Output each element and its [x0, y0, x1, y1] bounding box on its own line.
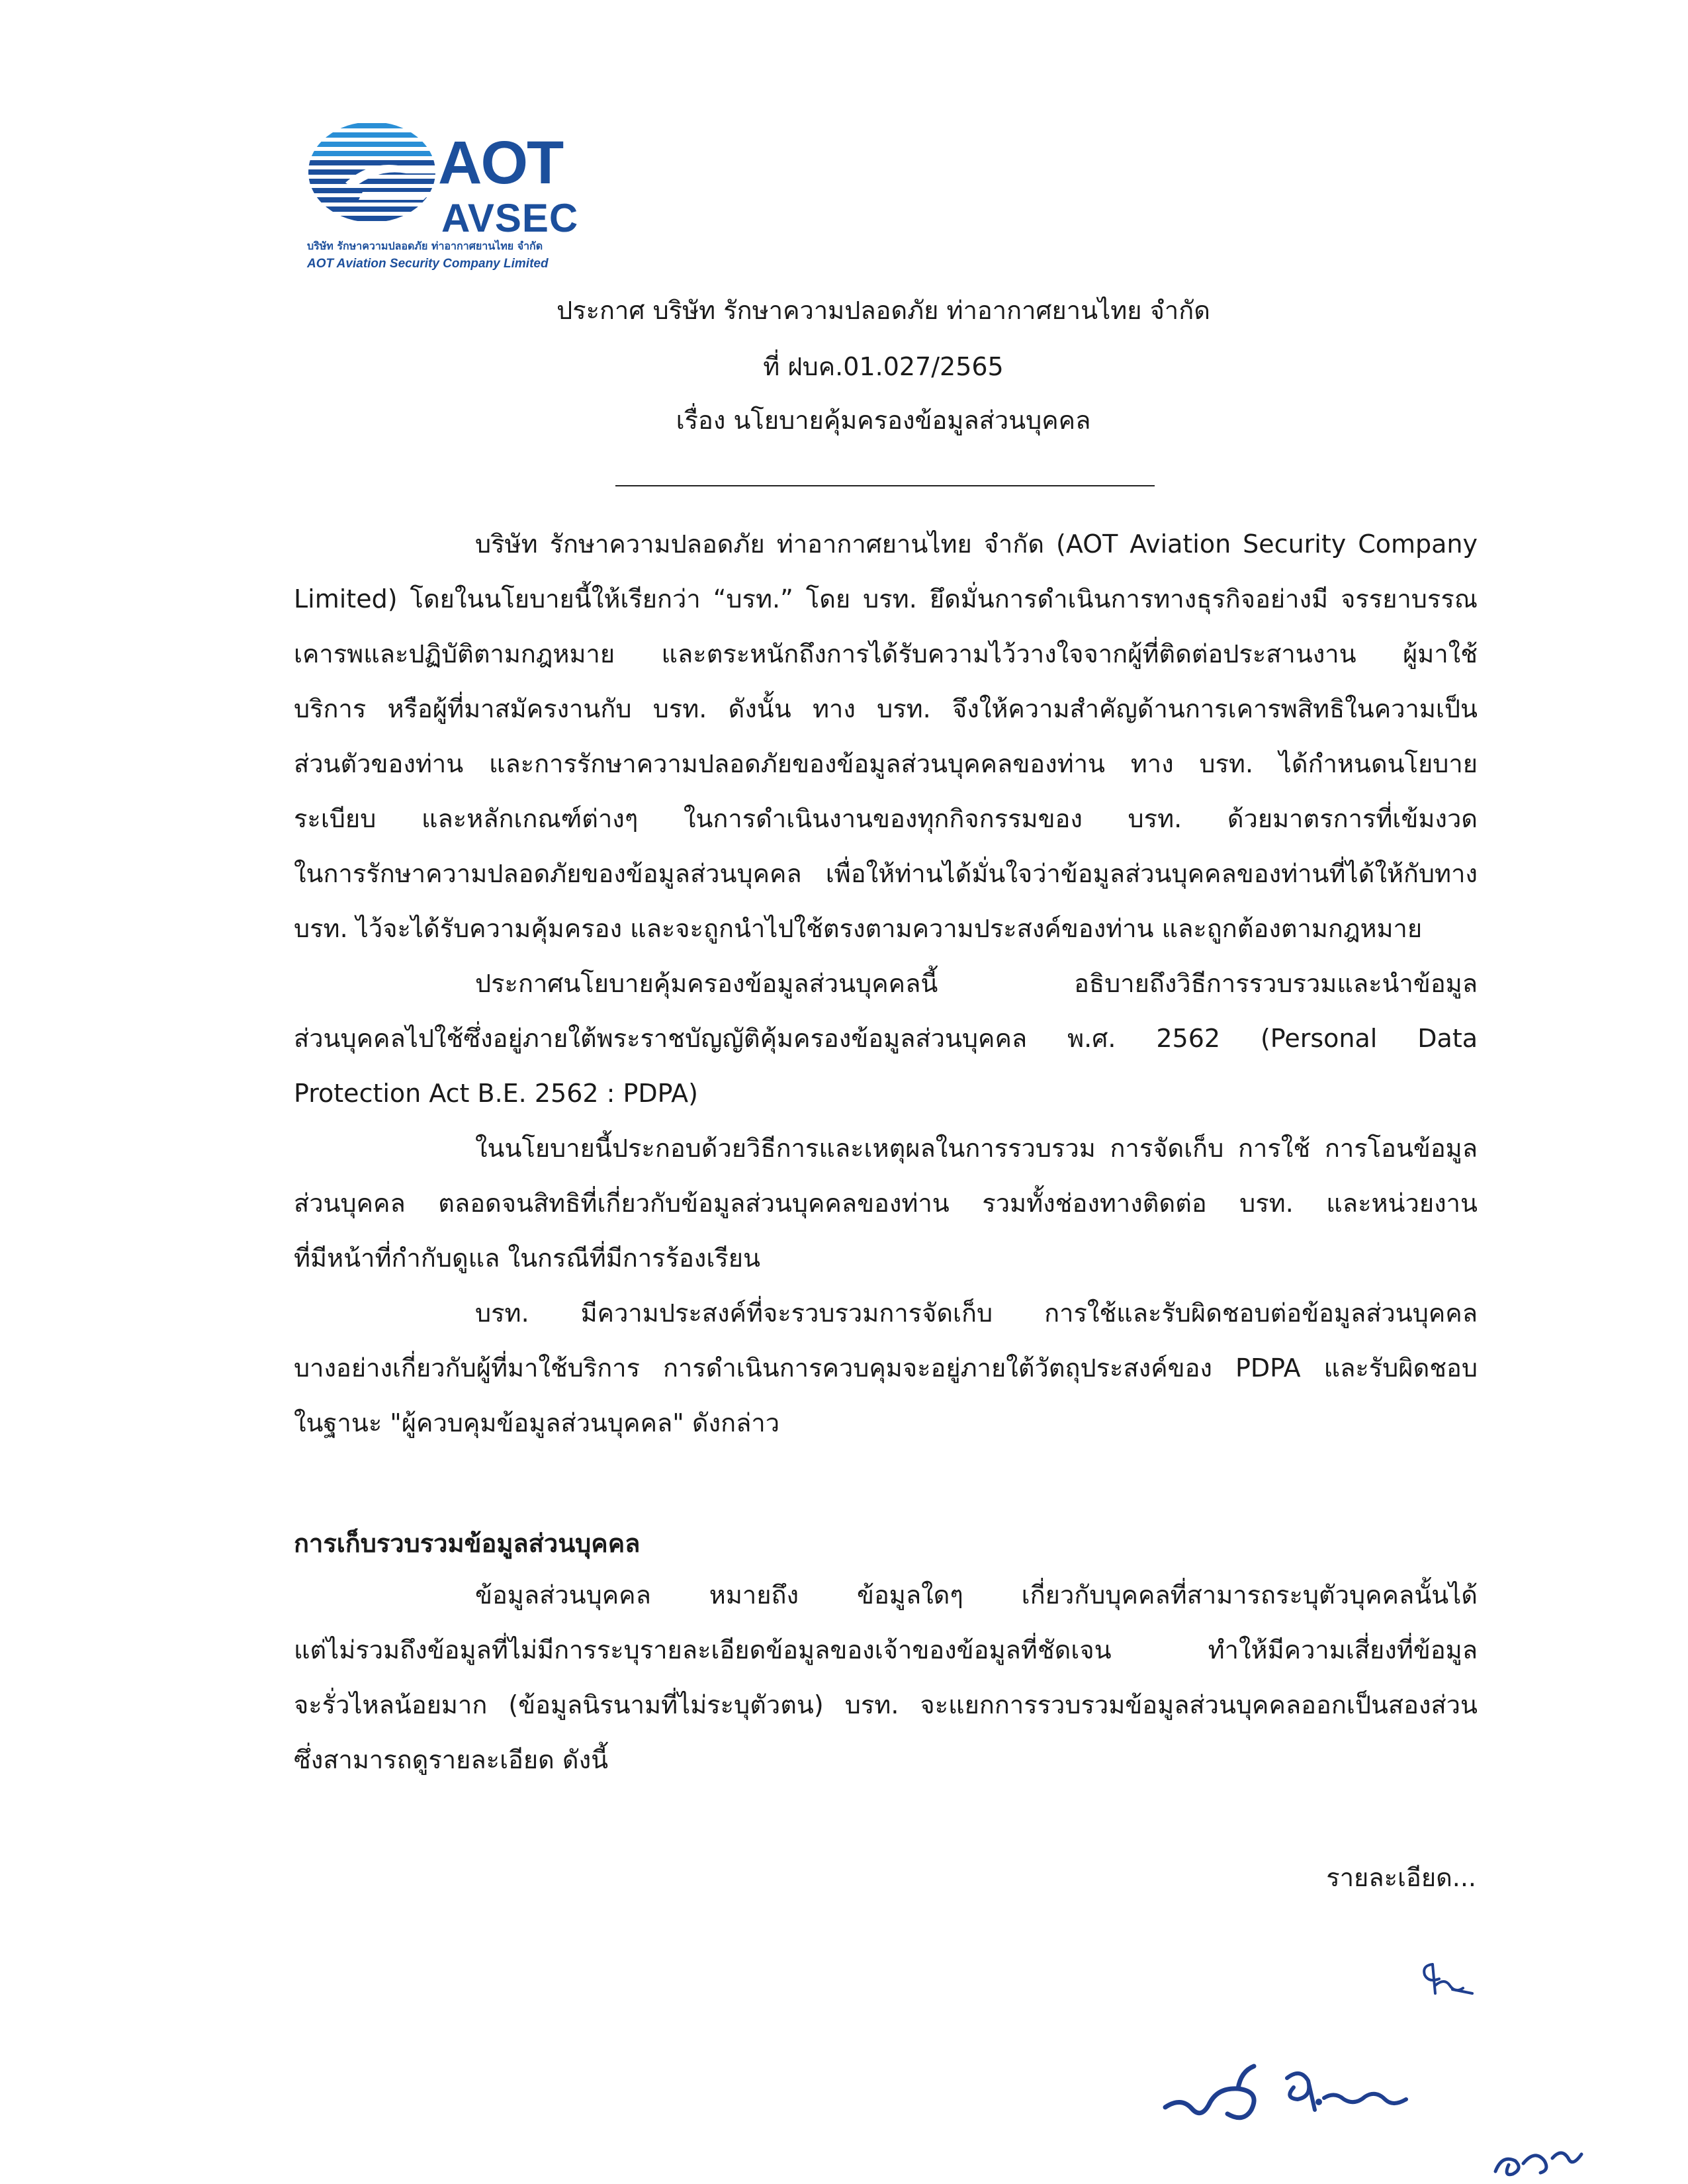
paragraph-3-line: ส่วนบุคคล ตลอดจนสิทธิที่เกี่ยวกับข้อมูลส่วนบุคคลของท่าน รวมทั้งช่องทางติดต่อ บรท. และหน่วยงาน — [294, 1189, 1478, 1218]
paragraph-2-line: ส่วนบุคคลไปใช้ซึ่งอยู่ภายใต้พระราชบัญญัติคุ้มครองข้อมูลส่วนบุคคล พ.ศ. 2562 (Personal Data — [294, 1024, 1478, 1053]
announcement-subject: เรื่อง นโยบายคุ้มครองข้อมูลส่วนบุคคล — [676, 406, 1091, 435]
paragraph-4-line: บางอย่างเกี่ยวกับผู้ที่มาใช้บริการ การดำเนินการควบคุมจะอยู่ภายใต้วัตถุประสงค์ของ PDPA และรับผิดชอบ — [294, 1353, 1478, 1383]
section-paragraph-line: แต่ไม่รวมถึงข้อมูลที่ไม่มีการระบุรายละเอียดข้อมูลของเจ้าของข้อมูลที่ชัดเจน ทำให้มีความเสี่ยงที่ข้อมูล — [294, 1635, 1478, 1664]
heading-divider — [615, 485, 1155, 486]
paragraph-4-line: บรท. มีความประสงค์ที่จะรวบรวมการจัดเก็บ การใช้และรับผิดชอบต่อข้อมูลส่วนบุคคล — [475, 1298, 1478, 1328]
company-logo — [306, 119, 597, 281]
section-title: การเก็บรวบรวมข้อมูลส่วนบุคคล — [294, 1529, 641, 1558]
paragraph-1-line: บริษัท รักษาความปลอดภัย ท่าอากาศยานไทย จำกัด (AOT Aviation Security Company — [475, 529, 1478, 559]
paragraph-2-line: Protection Act B.E. 2562 : PDPA) — [294, 1079, 698, 1108]
announcement-title: ประกาศ บริษัท รักษาความปลอดภัย ท่าอากาศยานไทย จำกัด — [556, 296, 1210, 325]
section-paragraph-line: ซึ่งสามารถดูรายละเอียด ดังนี้ — [294, 1745, 609, 1774]
aot-emblem-icon — [306, 119, 438, 232]
continued-marker: รายละเอียด... — [1326, 1863, 1476, 1892]
announcement-number: ที่ ฝบค.01.027/2565 — [763, 352, 1004, 381]
logo-english-company-name: AOT Aviation Security Company Limited — [307, 257, 549, 271]
paragraph-1-line: เคารพและปฏิบัติตามกฎหมาย และตระหนักถึงการได้รับความไว้วางใจจากผู้ที่ติดต่อประสานงาน ผู้มาใช้ — [294, 639, 1478, 668]
main-signature-icon — [1161, 2058, 1413, 2131]
paragraph-2-line: ประกาศนโยบายคุ้มครองข้อมูลส่วนบุคคลนี้ อธิบายถึงวิธีการรวบรวมและนำข้อมูล — [475, 969, 1478, 998]
section-paragraph-line: จะรั่วไหลน้อยมาก (ข้อมูลนิรนามที่ไม่ระบุตัวตน) บรท. จะแยกการรวบรวมข้อมูลส่วนบุคคลออกเป็นสองส่วน — [294, 1690, 1478, 1719]
paragraph-4-line: ในฐานะ "ผู้ควบคุมข้อมูลส่วนบุคคล" ดังกล่าว — [294, 1408, 780, 1437]
paragraph-1-line: ส่วนตัวของท่าน และการรักษาความปลอดภัยของข้อมูลส่วนบุคคลของท่าน ทาง บรท. ได้กำหนดนโยบาย — [294, 749, 1478, 778]
corner-signature-icon — [1489, 2134, 1588, 2181]
initial-signature-icon — [1413, 1959, 1479, 2005]
section-paragraph-line: ข้อมูลส่วนบุคคล หมายถึง ข้อมูลใดๆ เกี่ยวกับบุคคลที่สามารถระบุตัวบุคคลนั้นได้ — [475, 1580, 1478, 1610]
logo-thai-company-name: บริษัท รักษาความปลอดภัย ท่าอากาศยานไทย จำกัด — [307, 240, 543, 252]
paragraph-3-line: ที่มีหน้าที่กำกับดูแล ในกรณีที่มีการร้องเรียน — [294, 1244, 761, 1273]
logo-aot-text: AOT — [438, 129, 563, 197]
paragraph-1-line: บรท. ไว้จะได้รับความคุ้มครอง และจะถูกนำไปใช้ตรงตามความประสงค์ของท่าน และถูกต้องตามกฎหมาย — [294, 914, 1423, 943]
paragraph-1-line: ระเบียบ และหลักเกณฑ์ต่างๆ ในการดำเนินงานของทุกกิจกรรมของ บรท. ด้วยมาตรการที่เข้มงวด — [294, 804, 1478, 833]
paragraph-1-line: บริการ หรือผู้ที่มาสมัครงานกับ บรท. ดังนั้น ทาง บรท. จึงให้ความสำคัญด้านการเคารพสิทธิในความเป็น — [294, 694, 1478, 723]
paragraph-1-line: ในการรักษาความปลอดภัยของข้อมูลส่วนบุคคล เพื่อให้ท่านได้มั่นใจว่าข้อมูลส่วนบุคคลของท่านที่ได้ให้กับทาง — [294, 859, 1478, 888]
paragraph-3-line: ในนโยบายนี้ประกอบด้วยวิธีการและเหตุผลในการรวบรวม การจัดเก็บ การใช้ การโอนข้อมูล — [475, 1134, 1478, 1163]
paragraph-1-line: Limited) โดยในนโยบายนี้ให้เรียกว่า “บรท.” โดย บรท. ยึดมั่นการดำเนินการทางธุรกิจอย่างมี จรรยาบรรณ — [294, 584, 1478, 614]
logo-avsec-text: AVSEC — [441, 196, 579, 240]
